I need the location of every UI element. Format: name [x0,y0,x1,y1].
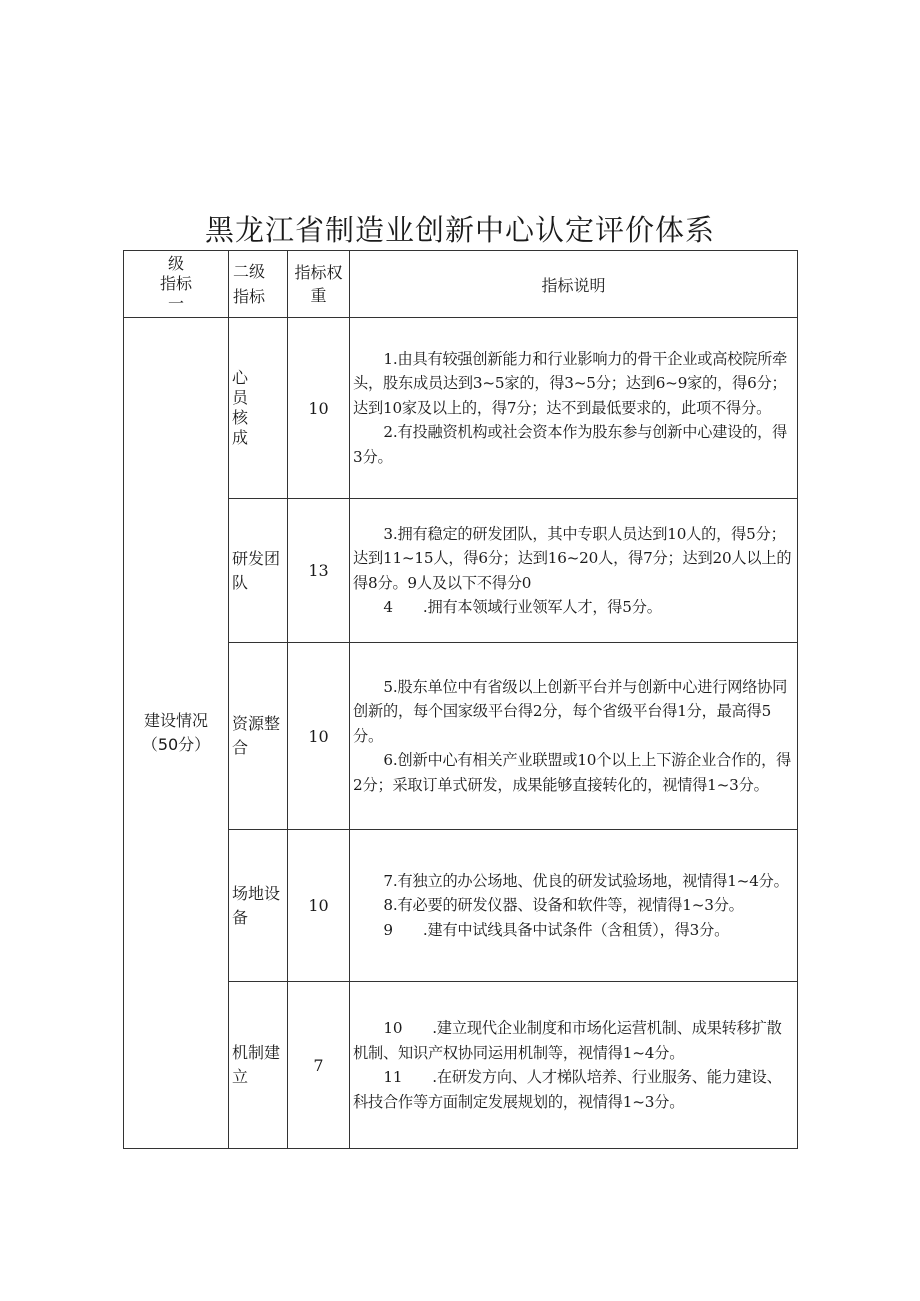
header-line: 指标 [159,274,192,293]
weight-cell: 10 [288,830,350,982]
subindicator-cell [229,643,288,830]
sub-line: 成 [232,428,249,447]
description-paragraph: 9 .建有中试线具备中试条件（含租赁），得3分。 [383,920,730,939]
description-cell [350,830,798,982]
header-line: 重 [310,286,327,305]
weight-cell: 10 [288,318,350,499]
sub-line: 立 [232,1067,249,1086]
description-cell [350,982,798,1149]
description-paragraph: 11 .在研发方向、人才梯队培养、行业服务、能力建设、科技合作等方面制定发展规划的，视情得1~3分。 [353,1068,782,1111]
category-line: 建设情况 [143,711,208,730]
description-cell [350,643,798,830]
header-line: 指标权 [294,263,343,282]
description-paragraph: 10 .建立现代企业制度和市场化运营机制、成果转移扩散机制、知识产权协同运用机制等，视情得1~4分。 [353,1019,782,1062]
header-level2-indicator [229,251,288,318]
subindicator-cell [229,499,288,643]
document-title: 黑龙江省制造业创新中心认定评价体系 [204,213,715,247]
subindicator-cell [229,830,288,982]
description-cell [350,318,798,499]
sub-line: 备 [232,907,249,927]
header-level1-indicator [124,251,229,318]
weight-cell: 10 [288,643,350,830]
header-weight [288,251,350,318]
description-cell [350,499,798,643]
header-description: 指标说明 [350,251,798,318]
subindicator-cell [229,318,288,499]
header-row [124,251,798,318]
sub-line: 场地设 [232,883,281,903]
sub-line: 资源整 [232,714,281,733]
sub-line: 机制建 [232,1043,281,1062]
sub-line: 合 [232,738,249,757]
header-line: 一 [167,294,184,313]
category-cell [124,318,229,1149]
description-paragraph: 8.有必要的研发仪器、设备和软件等，视情得1~3分。 [383,896,744,915]
subindicator-cell [229,982,288,1149]
description-paragraph: 1.由具有较强创新能力和行业影响力的骨干企业或高校院所牵头，股东成员达到3~5家的，得3~5分；达到6~9家的，得6分；达到10家及以上的，得7分；达不到最低要求的，此项不得分。 [353,349,788,417]
description-paragraph: 6.创新中心有相关产业联盟或10个以上上下游企业合作的，得2分；采取订单式研发，成果能够直接转化的，视情得1~3分。 [353,751,792,794]
description-paragraph: 5.股东单位中有省级以上创新平台并与创新中心进行网络协同创新的，每个国家级平台得2分，每个省级平台得1分，最高得5分。 [353,677,788,745]
evaluation-table [123,250,798,1149]
sub-line: 研发团 [232,548,281,568]
weight-cell: 7 [288,982,350,1149]
weight-cell: 13 [288,499,350,643]
header-line: 二级 [233,262,266,281]
description-paragraph: 2.有投融资机构或社会资本作为股东参与创新中心建设的，得3分。 [353,423,788,466]
sub-line: 员 [232,388,249,407]
description-paragraph: 3.拥有稳定的研发团队，其中专职人员达到10人的，得5分；达到11~15人，得6分；达到16~20人，得7分；达到20人以上的得8分。9人及以下不得分0 [353,524,792,592]
sub-line: 心 [232,368,249,387]
header-line: 指标 [233,287,266,306]
sub-line: 核 [232,408,249,427]
description-paragraph: 4 .拥有本领域行业领军人才，得5分。 [383,598,662,616]
description-paragraph: 7.有独立的办公场地、优良的研发试验场地，视情得1~4分。 [383,871,789,890]
table-row [124,318,798,499]
category-line: （50分） [141,735,211,754]
header-line: 级 [167,254,184,273]
sub-line: 队 [232,572,249,592]
